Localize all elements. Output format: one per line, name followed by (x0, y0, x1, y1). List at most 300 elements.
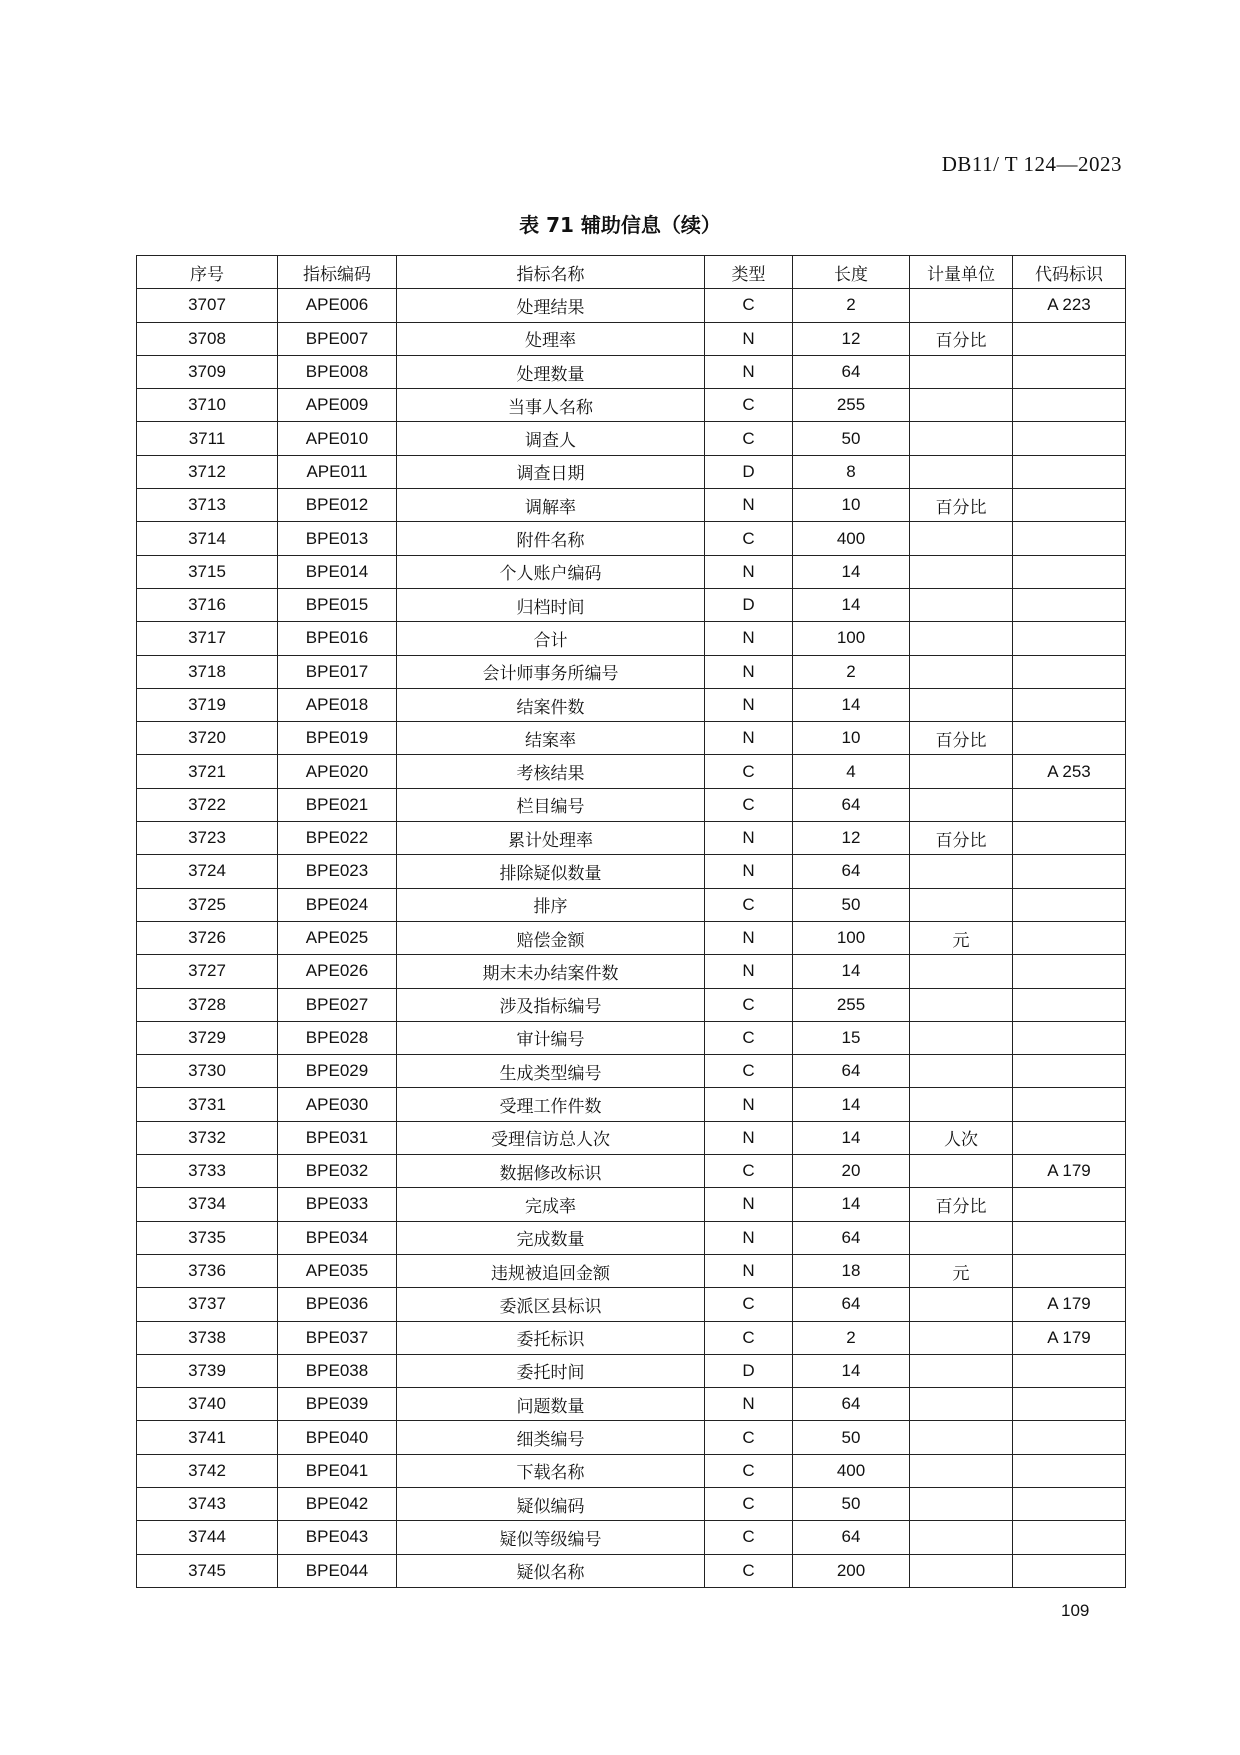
cell-name: 受理工作件数 (397, 1088, 705, 1121)
table-row (137, 921, 1126, 954)
cell-code-id: A 179 (1013, 1288, 1126, 1321)
cell-length: 14 (793, 955, 910, 988)
cell-code-id (1013, 1254, 1126, 1287)
cell-type: N (705, 722, 793, 755)
cell-seq: 3720 (137, 722, 278, 755)
cell-name: 调查人 (397, 422, 705, 455)
cell-length: 64 (793, 355, 910, 388)
cell-code: BPE013 (278, 522, 397, 555)
cell-code-id (1013, 1021, 1126, 1054)
table-header-row (137, 256, 1126, 289)
cell-type: N (705, 1254, 793, 1287)
cell-length: 4 (793, 755, 910, 788)
cell-unit (910, 1554, 1013, 1587)
table-row (137, 522, 1126, 555)
cell-code: BPE044 (278, 1554, 397, 1587)
table-body (137, 289, 1126, 1588)
cell-type: C (705, 1288, 793, 1321)
cell-code: BPE014 (278, 555, 397, 588)
cell-length: 12 (793, 322, 910, 355)
cell-unit (910, 1421, 1013, 1454)
cell-unit (910, 1454, 1013, 1487)
cell-length: 14 (793, 688, 910, 721)
cell-type: D (705, 588, 793, 621)
column-header-code-id: 代码标识 (1013, 256, 1126, 289)
indicator-table (136, 255, 1126, 1588)
cell-code: BPE022 (278, 822, 397, 855)
cell-unit (910, 1521, 1013, 1554)
cell-name: 会计师事务所编号 (397, 655, 705, 688)
cell-seq: 3737 (137, 1288, 278, 1321)
cell-length: 64 (793, 855, 910, 888)
cell-unit: 百分比 (910, 1188, 1013, 1221)
cell-unit (910, 655, 1013, 688)
cell-name: 涉及指标编号 (397, 988, 705, 1021)
cell-seq: 3716 (137, 588, 278, 621)
cell-name: 处理率 (397, 322, 705, 355)
cell-code: BPE038 (278, 1354, 397, 1387)
cell-seq: 3744 (137, 1521, 278, 1554)
cell-seq: 3738 (137, 1321, 278, 1354)
table-caption: 表 71 辅助信息（续） (519, 213, 721, 237)
cell-unit (910, 755, 1013, 788)
cell-unit: 百分比 (910, 722, 1013, 755)
table-row (137, 1188, 1126, 1221)
cell-type: N (705, 555, 793, 588)
cell-length: 100 (793, 622, 910, 655)
cell-code: BPE028 (278, 1021, 397, 1054)
cell-type: N (705, 1388, 793, 1421)
cell-code-id (1013, 1487, 1126, 1520)
cell-length: 100 (793, 921, 910, 954)
cell-length: 20 (793, 1155, 910, 1188)
cell-type: C (705, 522, 793, 555)
cell-code: BPE031 (278, 1121, 397, 1154)
cell-length: 64 (793, 1221, 910, 1254)
cell-code: BPE040 (278, 1421, 397, 1454)
table-row (137, 389, 1126, 422)
cell-code: BPE008 (278, 355, 397, 388)
cell-name: 排除疑似数量 (397, 855, 705, 888)
cell-type: C (705, 788, 793, 821)
cell-name: 栏目编号 (397, 788, 705, 821)
cell-length: 50 (793, 1421, 910, 1454)
cell-seq: 3728 (137, 988, 278, 1021)
cell-type: N (705, 1188, 793, 1221)
cell-name: 附件名称 (397, 522, 705, 555)
cell-unit (910, 1088, 1013, 1121)
cell-type: N (705, 355, 793, 388)
cell-code: APE026 (278, 955, 397, 988)
column-header-seq: 序号 (137, 256, 278, 289)
cell-length: 12 (793, 822, 910, 855)
cell-name: 考核结果 (397, 755, 705, 788)
cell-code-id (1013, 1388, 1126, 1421)
table-row (137, 688, 1126, 721)
cell-length: 2 (793, 289, 910, 322)
cell-code-id (1013, 1454, 1126, 1487)
cell-seq: 3742 (137, 1454, 278, 1487)
cell-seq: 3731 (137, 1088, 278, 1121)
cell-name: 处理数量 (397, 355, 705, 388)
cell-seq: 3745 (137, 1554, 278, 1587)
cell-name: 排序 (397, 888, 705, 921)
cell-seq: 3730 (137, 1055, 278, 1088)
cell-code-id (1013, 1188, 1126, 1221)
cell-length: 14 (793, 1088, 910, 1121)
cell-type: N (705, 1221, 793, 1254)
cell-unit: 元 (910, 1254, 1013, 1287)
cell-length: 255 (793, 389, 910, 422)
cell-code-id (1013, 955, 1126, 988)
cell-type: C (705, 1021, 793, 1054)
cell-unit (910, 688, 1013, 721)
cell-code: APE006 (278, 289, 397, 322)
cell-type: N (705, 688, 793, 721)
cell-code-id: A 253 (1013, 755, 1126, 788)
table-row (137, 1354, 1126, 1387)
cell-code-id (1013, 1521, 1126, 1554)
cell-code-id: A 179 (1013, 1321, 1126, 1354)
cell-seq: 3740 (137, 1388, 278, 1421)
cell-code: APE020 (278, 755, 397, 788)
table-row (137, 1254, 1126, 1287)
cell-code-id (1013, 522, 1126, 555)
cell-type: C (705, 1321, 793, 1354)
cell-name: 委派区县标识 (397, 1288, 705, 1321)
table-row (137, 1055, 1126, 1088)
cell-name: 审计编号 (397, 1021, 705, 1054)
cell-unit (910, 955, 1013, 988)
cell-code: BPE043 (278, 1521, 397, 1554)
table-row (137, 655, 1126, 688)
cell-code-id (1013, 588, 1126, 621)
cell-unit (910, 988, 1013, 1021)
cell-code: BPE041 (278, 1454, 397, 1487)
cell-code-id (1013, 722, 1126, 755)
table-row (137, 1155, 1126, 1188)
cell-name: 疑似名称 (397, 1554, 705, 1587)
cell-length: 14 (793, 555, 910, 588)
cell-code-id (1013, 1221, 1126, 1254)
cell-name: 个人账户编码 (397, 555, 705, 588)
cell-unit (910, 1288, 1013, 1321)
cell-code: BPE024 (278, 888, 397, 921)
column-header-type: 类型 (705, 256, 793, 289)
cell-unit (910, 888, 1013, 921)
table-row (137, 588, 1126, 621)
table-row (137, 955, 1126, 988)
cell-type: C (705, 389, 793, 422)
table-row (137, 1321, 1126, 1354)
cell-unit (910, 555, 1013, 588)
cell-seq: 3735 (137, 1221, 278, 1254)
cell-length: 14 (793, 1188, 910, 1221)
cell-unit (910, 289, 1013, 322)
cell-name: 完成率 (397, 1188, 705, 1221)
cell-seq: 3712 (137, 455, 278, 488)
cell-unit: 百分比 (910, 822, 1013, 855)
cell-code: BPE027 (278, 988, 397, 1021)
cell-type: N (705, 1121, 793, 1154)
cell-code: BPE017 (278, 655, 397, 688)
cell-length: 2 (793, 1321, 910, 1354)
cell-name: 生成类型编号 (397, 1055, 705, 1088)
cell-length: 64 (793, 1388, 910, 1421)
cell-code: APE035 (278, 1254, 397, 1287)
cell-length: 15 (793, 1021, 910, 1054)
cell-length: 14 (793, 1354, 910, 1387)
cell-code-id: A 223 (1013, 289, 1126, 322)
cell-code-id (1013, 888, 1126, 921)
cell-code-id (1013, 489, 1126, 522)
cell-type: C (705, 1487, 793, 1520)
cell-code: BPE034 (278, 1221, 397, 1254)
cell-unit (910, 788, 1013, 821)
table-row (137, 988, 1126, 1021)
cell-name: 疑似等级编号 (397, 1521, 705, 1554)
cell-seq: 3722 (137, 788, 278, 821)
cell-code-id (1013, 322, 1126, 355)
cell-seq: 3717 (137, 622, 278, 655)
cell-type: N (705, 655, 793, 688)
cell-unit (910, 622, 1013, 655)
cell-seq: 3721 (137, 755, 278, 788)
cell-seq: 3741 (137, 1421, 278, 1454)
cell-code: BPE007 (278, 322, 397, 355)
cell-type: C (705, 888, 793, 921)
cell-unit (910, 855, 1013, 888)
cell-seq: 3711 (137, 422, 278, 455)
cell-code-id (1013, 1055, 1126, 1088)
cell-unit (910, 455, 1013, 488)
cell-unit: 人次 (910, 1121, 1013, 1154)
cell-code-id (1013, 355, 1126, 388)
cell-type: N (705, 855, 793, 888)
cell-type: C (705, 1421, 793, 1454)
cell-type: C (705, 422, 793, 455)
cell-code: BPE015 (278, 588, 397, 621)
cell-name: 问题数量 (397, 1388, 705, 1421)
cell-code: BPE029 (278, 1055, 397, 1088)
cell-code-id (1013, 455, 1126, 488)
cell-name: 处理结果 (397, 289, 705, 322)
cell-code-id (1013, 555, 1126, 588)
table-row (137, 1521, 1126, 1554)
cell-name: 合计 (397, 622, 705, 655)
cell-name: 下载名称 (397, 1454, 705, 1487)
cell-code: BPE039 (278, 1388, 397, 1421)
cell-code: BPE042 (278, 1487, 397, 1520)
cell-seq: 3729 (137, 1021, 278, 1054)
cell-name: 调解率 (397, 489, 705, 522)
cell-code-id (1013, 1554, 1126, 1587)
cell-seq: 3743 (137, 1487, 278, 1520)
cell-type: C (705, 1055, 793, 1088)
cell-code-id (1013, 788, 1126, 821)
cell-type: N (705, 921, 793, 954)
table-row (137, 489, 1126, 522)
cell-seq: 3725 (137, 888, 278, 921)
cell-seq: 3715 (137, 555, 278, 588)
cell-unit (910, 1155, 1013, 1188)
cell-seq: 3719 (137, 688, 278, 721)
cell-code-id (1013, 655, 1126, 688)
cell-seq: 3733 (137, 1155, 278, 1188)
cell-length: 18 (793, 1254, 910, 1287)
cell-code: APE011 (278, 455, 397, 488)
table-row (137, 788, 1126, 821)
cell-code-id (1013, 389, 1126, 422)
cell-seq: 3736 (137, 1254, 278, 1287)
cell-type: N (705, 1088, 793, 1121)
cell-length: 400 (793, 1454, 910, 1487)
cell-seq: 3739 (137, 1354, 278, 1387)
cell-code-id (1013, 422, 1126, 455)
cell-code: BPE016 (278, 622, 397, 655)
cell-code: APE030 (278, 1088, 397, 1121)
cell-code: BPE033 (278, 1188, 397, 1221)
cell-type: C (705, 289, 793, 322)
cell-seq: 3723 (137, 822, 278, 855)
cell-code-id (1013, 1421, 1126, 1454)
cell-length: 64 (793, 1521, 910, 1554)
cell-seq: 3724 (137, 855, 278, 888)
cell-name: 累计处理率 (397, 822, 705, 855)
cell-unit (910, 389, 1013, 422)
page-number: 109 (1061, 1601, 1090, 1620)
cell-length: 50 (793, 1487, 910, 1520)
cell-code-id (1013, 921, 1126, 954)
cell-type: C (705, 1521, 793, 1554)
cell-code-id (1013, 1121, 1126, 1154)
table-row (137, 622, 1126, 655)
cell-code: BPE032 (278, 1155, 397, 1188)
table-row (137, 1088, 1126, 1121)
table-row (137, 455, 1126, 488)
cell-unit (910, 1487, 1013, 1520)
cell-name: 数据修改标识 (397, 1155, 705, 1188)
cell-unit (910, 1021, 1013, 1054)
cell-type: N (705, 955, 793, 988)
cell-length: 64 (793, 1288, 910, 1321)
table-row (137, 1221, 1126, 1254)
table-row (137, 1121, 1126, 1154)
cell-length: 10 (793, 722, 910, 755)
cell-type: C (705, 1554, 793, 1587)
cell-seq: 3734 (137, 1188, 278, 1221)
cell-type: C (705, 988, 793, 1021)
table-row (137, 822, 1126, 855)
cell-unit: 百分比 (910, 489, 1013, 522)
table-row (137, 355, 1126, 388)
cell-unit: 百分比 (910, 322, 1013, 355)
cell-seq: 3718 (137, 655, 278, 688)
cell-type: N (705, 489, 793, 522)
cell-unit (910, 1388, 1013, 1421)
cell-unit (910, 1221, 1013, 1254)
cell-code: APE010 (278, 422, 397, 455)
cell-seq: 3732 (137, 1121, 278, 1154)
column-header-unit: 计量单位 (910, 256, 1013, 289)
cell-code-id (1013, 688, 1126, 721)
cell-code: APE018 (278, 688, 397, 721)
table-row (137, 755, 1126, 788)
cell-code-id (1013, 1354, 1126, 1387)
cell-code-id: A 179 (1013, 1155, 1126, 1188)
cell-seq: 3713 (137, 489, 278, 522)
cell-code-id (1013, 988, 1126, 1021)
cell-code: BPE036 (278, 1288, 397, 1321)
cell-length: 200 (793, 1554, 910, 1587)
cell-unit (910, 1055, 1013, 1088)
cell-code: APE009 (278, 389, 397, 422)
column-header-length: 长度 (793, 256, 910, 289)
cell-type: N (705, 822, 793, 855)
cell-unit (910, 588, 1013, 621)
cell-name: 结案率 (397, 722, 705, 755)
cell-length: 64 (793, 1055, 910, 1088)
cell-seq: 3707 (137, 289, 278, 322)
table-row (137, 1388, 1126, 1421)
cell-unit (910, 1354, 1013, 1387)
cell-type: C (705, 1155, 793, 1188)
cell-length: 2 (793, 655, 910, 688)
cell-seq: 3714 (137, 522, 278, 555)
table-row (137, 1454, 1126, 1487)
cell-type: N (705, 622, 793, 655)
table-row (137, 422, 1126, 455)
cell-unit (910, 522, 1013, 555)
cell-name: 归档时间 (397, 588, 705, 621)
cell-seq: 3708 (137, 322, 278, 355)
cell-length: 8 (793, 455, 910, 488)
cell-name: 受理信访总人次 (397, 1121, 705, 1154)
cell-unit: 元 (910, 921, 1013, 954)
cell-code: APE025 (278, 921, 397, 954)
cell-seq: 3727 (137, 955, 278, 988)
cell-name: 完成数量 (397, 1221, 705, 1254)
cell-seq: 3726 (137, 921, 278, 954)
cell-length: 64 (793, 788, 910, 821)
table-row (137, 1421, 1126, 1454)
table-row (137, 1021, 1126, 1054)
cell-code: BPE023 (278, 855, 397, 888)
cell-name: 赔偿金额 (397, 921, 705, 954)
cell-seq: 3709 (137, 355, 278, 388)
cell-type: C (705, 755, 793, 788)
cell-name: 结案件数 (397, 688, 705, 721)
cell-unit (910, 355, 1013, 388)
cell-code: BPE037 (278, 1321, 397, 1354)
cell-length: 50 (793, 888, 910, 921)
cell-name: 期末未办结案件数 (397, 955, 705, 988)
cell-length: 14 (793, 1121, 910, 1154)
cell-length: 400 (793, 522, 910, 555)
table-row (137, 1487, 1126, 1520)
cell-code-id (1013, 622, 1126, 655)
cell-name: 委托时间 (397, 1354, 705, 1387)
cell-type: D (705, 1354, 793, 1387)
cell-code: BPE021 (278, 788, 397, 821)
cell-name: 当事人名称 (397, 389, 705, 422)
cell-length: 14 (793, 588, 910, 621)
cell-seq: 3710 (137, 389, 278, 422)
table-row (137, 322, 1126, 355)
cell-unit (910, 1321, 1013, 1354)
cell-name: 调查日期 (397, 455, 705, 488)
cell-length: 10 (793, 489, 910, 522)
